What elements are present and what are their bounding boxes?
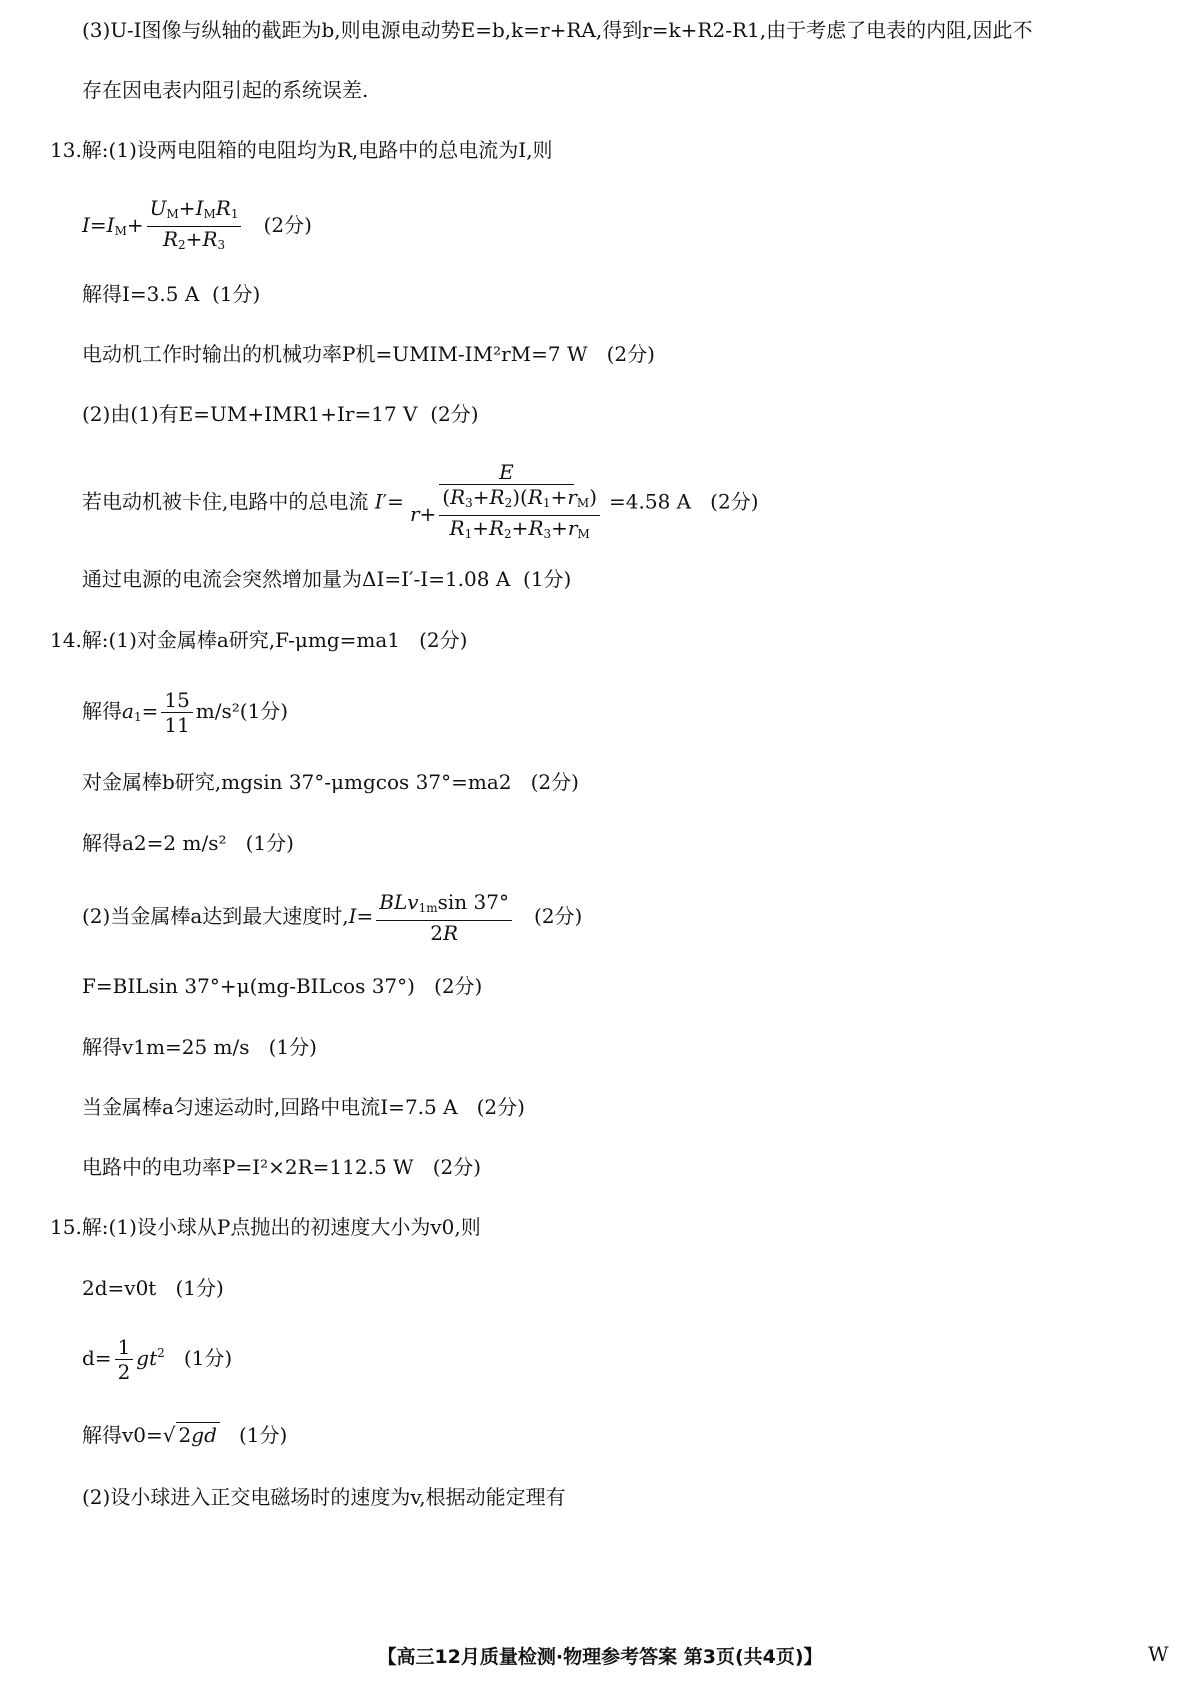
question-15-text: 15.解:(1)设小球从P点抛出的初速度大小为v0,则: [50, 1215, 481, 1239]
q14-b: [82, 769, 1180, 795]
q14-part-2: (2)当金属棒a达到最大速度时,I= $\frac{BLv_{1m}\sin 37^\circ}{2R}$ (2分): [82, 890, 583, 945]
q14-current-fraction: $\frac{BLv_{1m}\sin 37^\circ}{2R}$: [376, 890, 512, 945]
q14-current-text: 当金属棒a匀速运动时,回路中电流I=7.5 A: [82, 1095, 458, 1119]
q14-current: [82, 1094, 1180, 1120]
footer-mark: W: [1148, 1642, 1169, 1666]
q13-delta: [82, 566, 1180, 592]
score-label: (2分): [476, 1095, 525, 1119]
q14-force: [82, 973, 1180, 999]
q14-velocity: [82, 1034, 1180, 1060]
score-label: (2分): [534, 904, 583, 928]
q13-part-2: [82, 401, 1180, 427]
q14-a2-text: 解得a2=2 m/s²: [82, 831, 227, 855]
q13-equation-current: $I=I_M+$ $\frac{U_M+I_MR_1}{R_2+R_3}$ (2分): [82, 196, 1180, 257]
score-label: (2分): [430, 402, 479, 426]
q13-part-2-text: (2)由(1)有E=UM+IMR1+Ir=17 V: [82, 402, 418, 426]
q13-result-1: [82, 281, 1180, 307]
q14-a1-fraction: $\frac{15}{11}$: [161, 688, 192, 737]
score-label: (1分): [268, 1035, 317, 1059]
q14-a1: 解得$a_1=$ $\frac{15}{11}$ m/s²(1分): [82, 688, 289, 737]
q14-part-2-prefix: (2)当金属棒a达到最大速度时,: [82, 904, 349, 928]
score-label: (1分): [239, 699, 289, 723]
q15-eq2: d= $\frac{1}{2}$ $gt^2$ (1分): [82, 1335, 233, 1384]
q13-power: [82, 341, 1180, 367]
q14-a2: [82, 830, 1180, 856]
score-label: (2分): [710, 489, 759, 514]
q13-fraction: $\frac{U_M+I_MR_1}{R_2+R_3}$: [147, 196, 242, 257]
q15-eq1: [82, 1275, 1180, 1301]
question-14-heading: [50, 627, 1180, 653]
q15-eq2-prefix: d=: [82, 1346, 112, 1370]
score-label: (1分): [238, 1423, 288, 1447]
question-13-heading: [50, 137, 1180, 163]
q15-part-2: [82, 1484, 1180, 1510]
q13-stuck-value: =4.58 A: [609, 489, 692, 514]
q14-velocity-text: 解得v1m=25 m/s: [82, 1035, 250, 1059]
q14-a1-unit: m/s²: [195, 699, 240, 723]
text-line-1: [82, 17, 1180, 43]
question-15-heading: [50, 1214, 1180, 1240]
text-line-2-content: 存在因电表内阻引起的系统误差.: [82, 78, 369, 102]
q14-a1-prefix: 解得: [82, 699, 122, 723]
q15-eq1-text: 2d=v0t: [82, 1276, 157, 1300]
score-label: (1分): [183, 1346, 233, 1370]
score-label: (2分): [434, 974, 483, 998]
q13-stuck-prefix: 若电动机被卡住,电路中的总电流: [82, 489, 369, 514]
q14-force-text: F=BILsin 37°+μ(mg-BILcos 37°): [82, 974, 415, 998]
score-label: (1分): [175, 1276, 224, 1300]
q14-power-text: 电路中的电功率P=I²×2R=112.5 W: [82, 1155, 414, 1179]
score-label: (1分): [245, 831, 294, 855]
q13-stuck-fraction: E r+ $\frac{(R_3+R_2)(R_1+r_M)}{R_1+R_2+R_3+r_M}$: [407, 460, 606, 546]
score-label: (2分): [263, 213, 312, 237]
score-label: (2分): [432, 1155, 482, 1179]
q15-v0-prefix: 解得v0=: [82, 1423, 163, 1447]
score-label: (1分): [211, 282, 261, 306]
page-footer: 【高三12月质量检测·物理参考答案 第3页(共4页)】: [377, 1646, 823, 1668]
score-label: (2分): [530, 770, 579, 794]
text-line-2: [82, 77, 1180, 103]
q13-stuck-current: 若电动机被卡住,电路中的总电流 I′= E r+ $\frac{(R_3+R_2)(R_1+r_M)}{R_1+R_2+R_3+r_M}$ =4.58 A (2分): [82, 460, 1180, 546]
q15-part-2-text: (2)设小球进入正交电磁场时的速度为v,根据动能定理有: [82, 1485, 566, 1509]
q14-b-text: 对金属棒b研究,mgsin 37°-μmgcos 37°=ma2: [82, 770, 512, 794]
q13-power-text: 电动机工作时输出的机械功率P机=UMIM-IM²rM=7 W: [82, 342, 588, 366]
q15-half-fraction: $\frac{1}{2}$: [115, 1335, 134, 1384]
question-14-text: 14.解:(1)对金属棒a研究,F-μmg=ma1: [50, 628, 401, 652]
q13-result-1-text: 解得I=3.5 A: [82, 282, 200, 306]
q14-power: [82, 1154, 1180, 1180]
question-13-text: 13.解:(1)设两电阻箱的电阻均为R,电路中的总电流为I,则: [50, 138, 553, 162]
q15-sqrt: √ 2gd: [163, 1422, 220, 1448]
score-label: (1分): [523, 567, 572, 591]
score-label: (2分): [606, 342, 655, 366]
q13-delta-text: 通过电源的电流会突然增加量为ΔI=I′-I=1.08 A: [82, 567, 511, 591]
q15-v0: [82, 1422, 1180, 1448]
text-line-1-content: (3)U-I图像与纵轴的截距为b,则电源电动势E=b,k=r+RA,得到r=k+R2-R1,由于考虑了电表的内阻,因此不: [82, 18, 1033, 42]
score-label: (2分): [419, 628, 468, 652]
